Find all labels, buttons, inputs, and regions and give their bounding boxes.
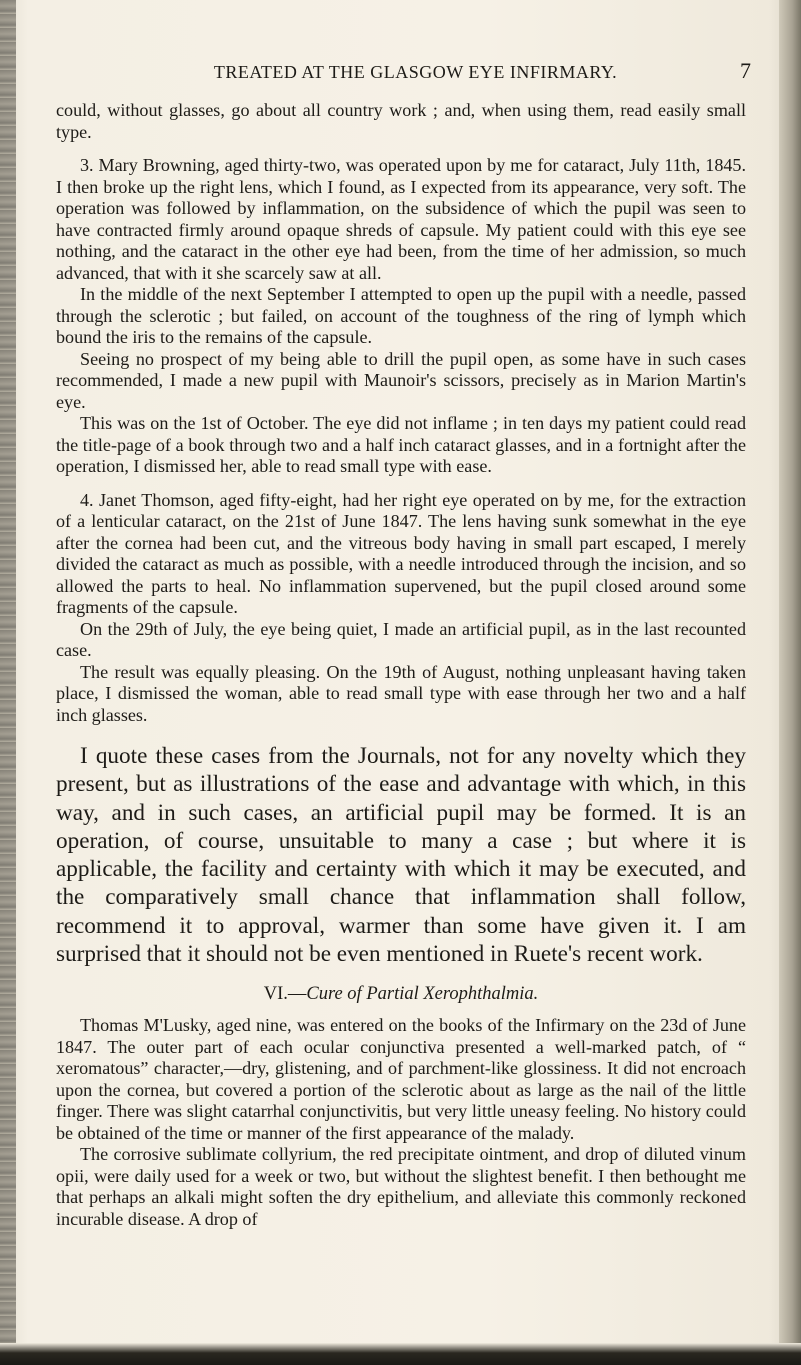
paragraph: The corrosive sublimate collyrium, the red precipitate ointment, and drop of diluted vinum opii, were daily used for a week or two, but without the slightest benefit. I then bethought me that perhaps an alkali might soften the dry epithelium, and alleviate this commonly reckoned incurable disease. A drop of — [56, 1144, 746, 1229]
paragraph: On the 29th of July, the eye being quiet, I made an artificial pupil, as in the last recounted case. — [56, 618, 746, 660]
paragraph: I quote these cases from the Journals, not for any novelty which they present, but as illustrations of the ease and advantage with which, in this way, and in such cases, an artificial pupil may be formed. It is an operation, of course, unsuitable to many a case ; but where it is applicable, the facility and certainty with which it may be executed, and the comparatively small chance that inflammation shall follow, recommend it to approval, warmer than some have given it. I am surprised that it should not be even mentioned in Ruete's recent work. — [56, 743, 746, 968]
paragraph: 4. Janet Thomson, aged fifty-eight, had her right eye operated on by me, for the extraction of a lenticular cataract, on the 21st of June 1847. The lens having sunk somewhat in the eye after the cornea had been cut, and the vitreous body having in small part escaped, I merely divided the cataract as much as possible, with a needle introduced through the incision, and so allowed the parts to heal. No inflammation supervened, but the pupil closed around some fragments of the capsule. — [56, 489, 746, 617]
paragraph: This was on the 1st of October. The eye did not inflame ; in ten days my patient could read the title-page of a book through two and a half inch cataract glasses, and in a fortnight after the operation, I dismissed her, able to read small type with ease. — [56, 413, 746, 476]
small-type-block — [56, 1015, 746, 1230]
large-type-block — [56, 742, 746, 968]
section-heading — [56, 984, 746, 1005]
page-edge — [779, 0, 801, 1365]
page-body — [56, 100, 746, 1230]
small-type-block — [56, 100, 746, 726]
paragraph: The result was equally pleasing. On the 19th of August, nothing unpleasant having taken place, I dismissed the woman, able to read small type with ease through her two and a half inch glasses. — [56, 661, 746, 725]
paragraph: Seeing no prospect of my being able to drill the pupil open, as some have in such cases recommended, I made a new pupil with Maunoir's scissors, precisely as in Marion Martin's eye. — [56, 348, 746, 412]
page-number: 7 — [740, 58, 751, 83]
running-header — [0, 62, 801, 83]
binding-shadow — [0, 0, 16, 1365]
paragraph: In the middle of the next September I attempted to open up the pupil with a needle, passed through the sclerotic ; but failed, on account of the toughness of the ring of lymph which bound the iris to the remains of the capsule. — [56, 284, 746, 347]
page-bottom-edge — [0, 1343, 801, 1365]
paragraph: Thomas M'Lusky, aged nine, was entered on the books of the Infirmary on the 23d of June 1847. The outer part of each ocular conjunctiva presented a well-marked patch, of “ xeromatous” character,—dry, glistening, and of parchment-like glossiness. It did not encroach upon the cornea, but covered a portion of the sclerotic about as large as the nail of the little finger. There was slight catarrhal conjunctivitis, but very little uneasy feeling. No history could be obtained of the time or manner of the first appearance of the malady. — [56, 1015, 746, 1143]
section-title: Cure of Partial Xerophthalmia. — [306, 984, 539, 1005]
paragraph: could, without glasses, go about all country work ; and, when using them, read easily small type. — [56, 100, 746, 142]
section-number: VI.— — [263, 984, 307, 1005]
paragraph: 3. Mary Browning, aged thirty-two, was operated upon by me for cataract, July 11th, 1845. I then broke up the right lens, which I found, as I expected from its appearance, very soft. The operation was followed by inflammation, on the subsidence of which the pupil was seen to have contracted firmly around opaque shreds of capsule. My patient could with this eye see nothing, and the cataract in the other eye had been, from the time of her admission, so much advanced, that with it she scarcely saw at all. — [56, 155, 746, 283]
running-title: TREATED AT THE GLASGOW EYE INFIRMARY. — [213, 62, 618, 82]
